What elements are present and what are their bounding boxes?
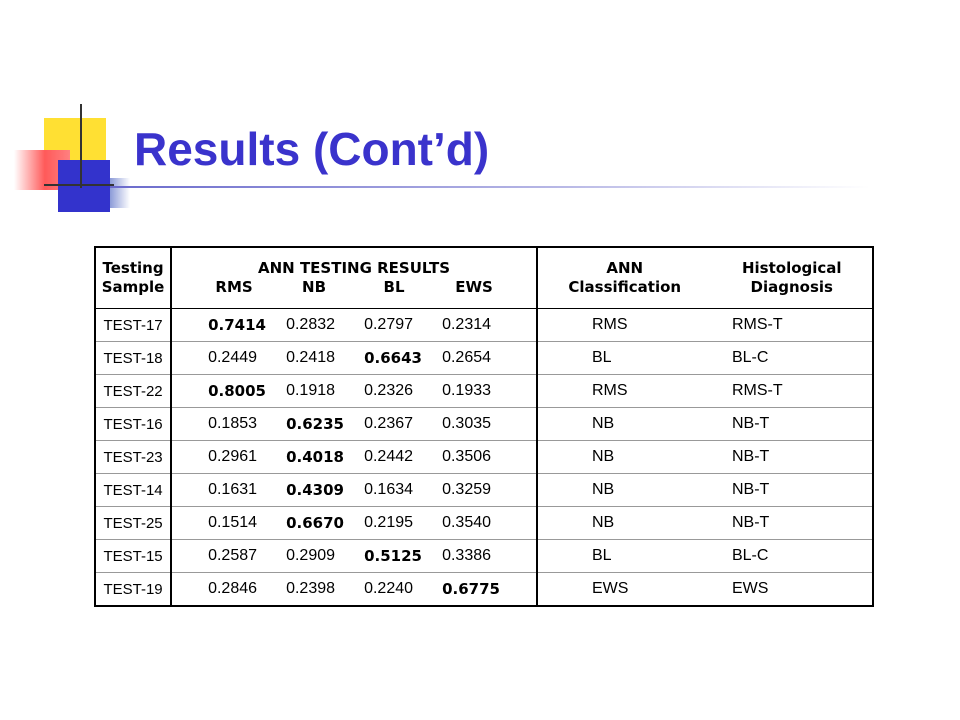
ann-value-bl: 0.2367 [364,415,414,432]
classification-cell [537,540,873,573]
header-testing-sample [95,247,171,309]
header-classification-diagnosis [537,247,873,309]
ann-value-rms: 0.2961 [208,448,258,465]
ann-results-cell [171,408,537,441]
table-row [95,408,873,441]
ann-value-bl: 0.6643 [364,349,422,367]
testing-sample-cell: TEST-14 [95,474,171,507]
histological-diagnosis-value: NB-T [731,481,770,498]
title-underline [110,186,870,188]
ann-value-rms: 0.1631 [208,481,258,498]
ann-classification-value: BL [591,349,612,366]
results-table [94,246,874,607]
ann-results-cell [171,507,537,540]
ann-value-nb: 0.6235 [286,415,344,433]
testing-sample-cell: TEST-23 [95,441,171,474]
ann-classification-value: NB [591,415,615,432]
testing-sample-cell: TEST-19 [95,573,171,607]
header-col-nb: NB [302,278,327,296]
testing-sample-cell: TEST-16 [95,408,171,441]
ann-value-ews: 0.3259 [442,481,492,498]
results-table-body [95,309,873,607]
table-row [95,375,873,408]
ann-value-nb: 0.6670 [286,514,344,532]
blue-gradient-bar [110,178,130,208]
classification-cell [537,441,873,474]
ann-value-bl: 0.5125 [364,547,422,565]
ann-value-bl: 0.2326 [364,382,414,399]
ann-value-nb: 0.4018 [286,448,344,466]
horizontal-divider-line [44,184,114,186]
slide-title: Results (Cont’d) [134,123,490,175]
histological-diagnosis-value: RMS-T [731,382,783,399]
ann-value-rms: 0.7414 [208,316,266,334]
ann-classification-value: NB [591,481,615,498]
ann-results-cell [171,441,537,474]
testing-sample-cell: TEST-15 [95,540,171,573]
ann-results-cell [171,573,537,607]
header-col-ews: EWS [455,278,493,296]
header-sample-line1: Testing [102,259,164,277]
ann-classification-value: EWS [591,580,629,597]
ann-value-bl: 0.2442 [364,448,414,465]
ann-classification-value: RMS [591,382,628,399]
table-header-row [95,247,873,309]
ann-value-nb: 0.2398 [286,580,336,597]
classification-cell [537,573,873,607]
ann-value-rms: 0.2846 [208,580,258,597]
ann-value-rms: 0.2449 [208,349,258,366]
ann-value-ews: 0.1933 [442,382,492,399]
header-ann-subcolumns [194,278,514,297]
testing-sample-cell: TEST-25 [95,507,171,540]
histological-diagnosis-value: RMS-T [731,316,783,333]
ann-value-ews: 0.6775 [442,580,500,598]
ann-value-ews: 0.2314 [442,316,492,333]
histological-diagnosis-value: NB-T [731,415,770,432]
ann-classification-value: NB [591,448,615,465]
ann-results-cell [171,474,537,507]
ann-classification-value: NB [591,514,615,531]
table-row [95,474,873,507]
ann-value-ews: 0.3540 [442,514,492,531]
ann-value-nb: 0.4309 [286,481,344,499]
histological-diagnosis-value: NB-T [731,514,770,531]
classification-cell [537,309,873,342]
ann-value-rms: 0.2587 [208,547,258,564]
table-row [95,441,873,474]
ann-classification-value: BL [591,547,612,564]
header-sample-line2: Sample [101,278,165,296]
classification-cell [537,474,873,507]
ann-value-nb: 0.1918 [286,382,336,399]
table-row [95,342,873,375]
table-row [95,573,873,607]
table-row [95,309,873,342]
ann-value-rms: 0.8005 [208,382,266,400]
ann-results-cell [171,375,537,408]
testing-sample-cell: TEST-18 [95,342,171,375]
classification-cell [537,342,873,375]
table-row [95,540,873,573]
ann-value-nb: 0.2418 [286,349,336,366]
ann-value-bl: 0.1634 [364,481,414,498]
classification-cell [537,408,873,441]
ann-value-ews: 0.3035 [442,415,492,432]
header-ann-title: ANN TESTING RESULTS [258,259,451,277]
blue-square [58,160,110,212]
classification-cell [537,375,873,408]
ann-value-bl: 0.2195 [364,514,414,531]
header-col-rms: RMS [215,278,253,296]
ann-value-bl: 0.2240 [364,580,414,597]
histological-diagnosis-value: EWS [731,580,769,597]
ann-value-ews: 0.3386 [442,547,492,564]
vertical-divider-line [80,104,82,188]
ann-results-cell [171,540,537,573]
ann-value-nb: 0.2832 [286,316,336,333]
ann-value-bl: 0.2797 [364,316,414,333]
table-row [95,507,873,540]
ann-results-cell [171,342,537,375]
histological-diagnosis-value: NB-T [731,448,770,465]
ann-value-nb: 0.2909 [286,547,336,564]
histological-diagnosis-value: BL-C [731,547,769,564]
ann-value-ews: 0.3506 [442,448,492,465]
ann-results-cell [171,309,537,342]
ann-classification-value: RMS [591,316,628,333]
histological-diagnosis-value: BL-C [731,349,769,366]
ann-value-ews: 0.2654 [442,349,492,366]
ann-value-rms: 0.1514 [208,514,258,531]
ann-value-rms: 0.1853 [208,415,258,432]
header-ann-testing-results [171,247,537,309]
testing-sample-cell: TEST-17 [95,309,171,342]
classification-cell [537,507,873,540]
header-histological-diagnosis: Histological Diagnosis [741,259,842,296]
header-col-bl: BL [383,278,405,296]
header-ann-classification: ANN Classification [568,259,682,296]
testing-sample-cell: TEST-22 [95,375,171,408]
